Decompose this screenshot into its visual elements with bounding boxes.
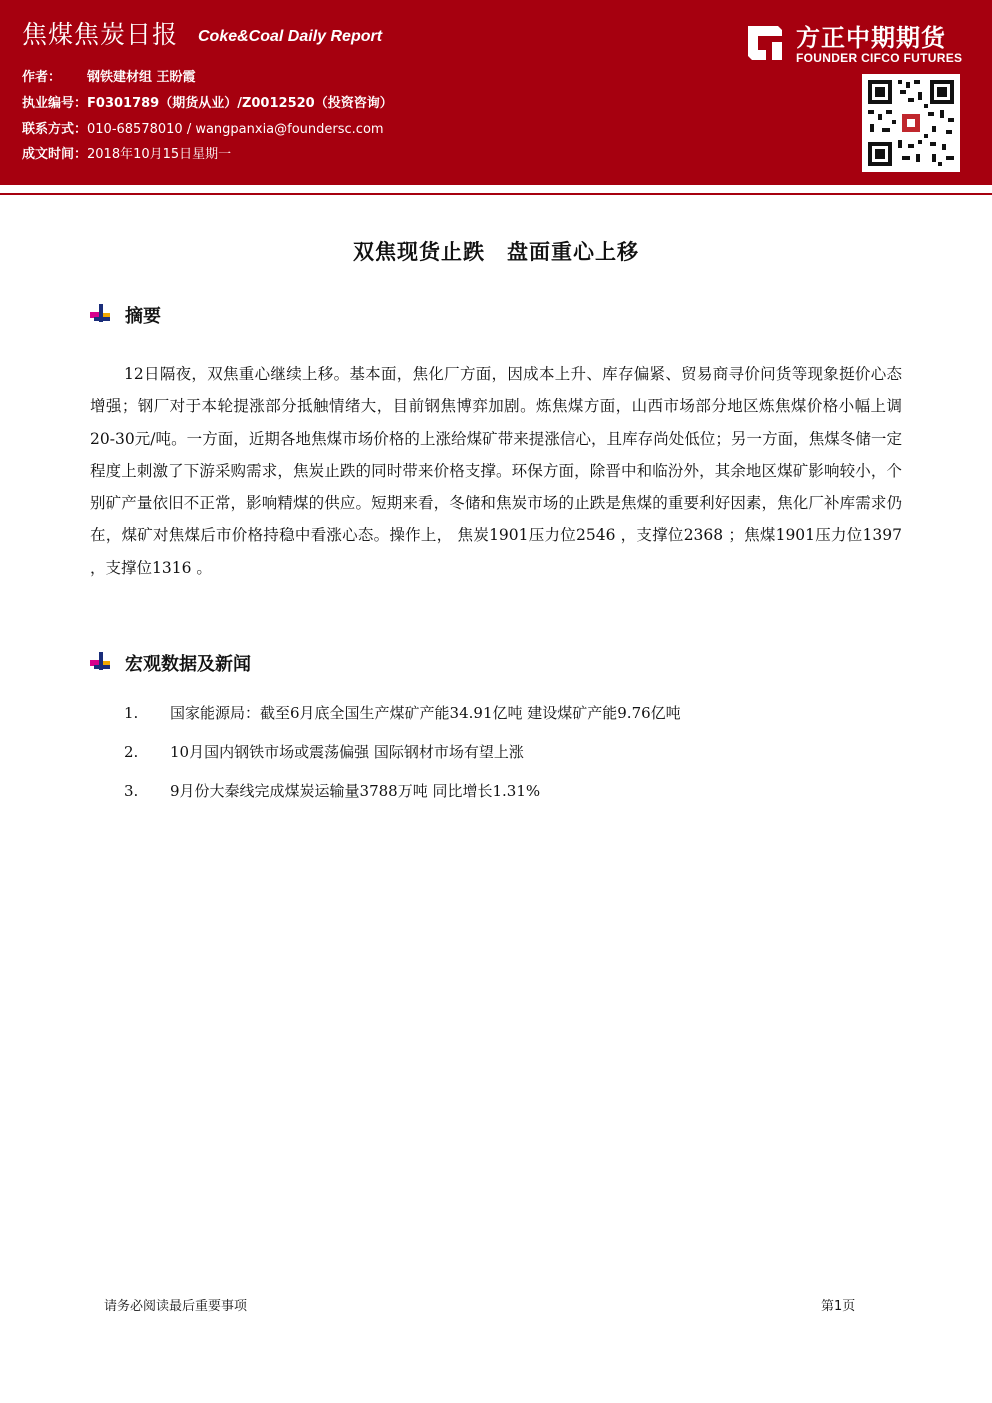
date-value: 2018年10月15日星期一	[87, 147, 232, 162]
header-divider	[0, 183, 992, 195]
page-number: 第1页	[821, 1299, 856, 1314]
author-label: 作者：	[22, 70, 62, 85]
list-item-text: 10月国内钢铁市场或震荡偏强 国际钢材市场有望上涨	[170, 743, 524, 761]
list-item-number: 2.	[124, 743, 139, 761]
list-item-number: 3.	[124, 782, 139, 800]
list-item-text: 国家能源局：截至6月底全国生产煤矿产能34.91亿吨 建设煤矿产能9.76亿吨	[170, 704, 681, 722]
license-value: F0301789（期货从业）/Z0012520（投资咨询）	[87, 96, 393, 111]
license-row	[22, 92, 393, 111]
company-logo	[744, 18, 980, 70]
bullet-cross-icon	[90, 304, 112, 326]
footer-notice: 请务必阅读最后重要事项	[104, 1299, 248, 1314]
bullet-cross-icon	[90, 652, 112, 674]
author-row	[22, 66, 196, 85]
report-subtitle: Coke&Coal Daily Report	[198, 28, 383, 45]
report-title: 焦煤焦炭日报	[22, 20, 179, 49]
date-row	[22, 143, 231, 162]
list-item	[124, 741, 681, 780]
list-item-number: 1.	[124, 704, 139, 722]
news-list	[124, 702, 681, 819]
license-label: 执业编号：	[22, 96, 88, 111]
contact-value: 010-68578010 / wangpanxia@foundersc.com	[87, 122, 384, 137]
date-label: 成文时间：	[22, 147, 88, 162]
summary-paragraph: 12日隔夜，双焦重心继续上移。基本面，焦化厂方面，因成本上升、库存偏紧、贸易商寻价问货等现象挺价心态增强；钢厂对于本轮提涨部分抵触情绪大，目前钢焦博弈加剧。炼焦煤方面，山西市场部分地区炼焦煤价格小幅上调20-30元/吨。一方面，近期各地焦煤市场价格的上涨给煤矿带来提涨信心，且库存尚处低位；另一方面，焦煤冬储一定程度上刺激了下游采购需求，焦炭止跌的同时带来价格支撑。环保方面，除晋中和临汾外，其余地区煤矿影响较小，个别矿产量依旧不正常，影响精煤的供应。短期来看，冬储和焦炭市场的止跌是焦煤的重要利好因素，焦化厂补库需求仍在，煤矿对焦煤后市价格持稳中看涨心态。操作上， 焦炭1901压力位2546 ，支撑位2368 ；焦煤1901压力位1397 ，支撑位1316 。	[90, 365, 902, 577]
report-header	[0, 0, 992, 183]
qr-code-icon	[862, 74, 960, 172]
news-heading: 宏观数据及新闻	[125, 654, 251, 675]
logo-chinese-name: 方正中期期货	[796, 24, 946, 52]
document-title: 双焦现货止跌 盘面重心上移	[353, 240, 639, 264]
logo-mark-icon	[744, 22, 786, 64]
contact-label: 联系方式：	[22, 122, 88, 137]
author-value: 钢铁建材组 王盼霞	[87, 70, 196, 85]
list-item-text: 9月份大秦线完成煤炭运输量3788万吨 同比增长1.31%	[170, 782, 541, 800]
contact-row	[22, 118, 384, 137]
summary-heading: 摘要	[125, 306, 161, 327]
list-item	[124, 780, 681, 819]
logo-english-name: FOUNDER CIFCO FUTURES	[796, 51, 963, 65]
list-item	[124, 702, 681, 741]
